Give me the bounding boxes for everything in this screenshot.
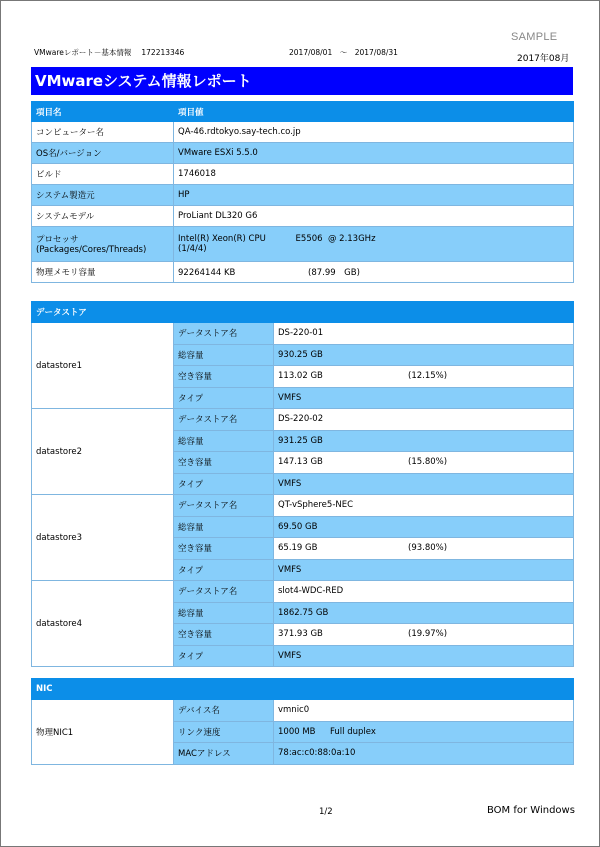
- field-value: DS-220-01: [274, 323, 574, 345]
- processor-value-sub: (1/4/4): [178, 244, 207, 254]
- table-row: [32, 409, 574, 431]
- field-label: MACアドレス: [174, 743, 274, 765]
- row-label: ビルド: [32, 164, 174, 185]
- datastore-table: [31, 301, 574, 667]
- field-value: QT-vSphere5-NEC: [274, 495, 574, 517]
- report-month: 2017年08月: [517, 54, 570, 64]
- field-label: タイプ: [174, 473, 274, 495]
- free-value: 147.13 GB: [278, 457, 323, 468]
- field-value: [274, 721, 574, 743]
- free-percent: (12.15%): [408, 371, 448, 382]
- product-name: BOM for Windows: [487, 805, 575, 816]
- table-row: [32, 227, 574, 262]
- table-row: [32, 185, 574, 206]
- datastore-id: datastore2: [32, 409, 174, 495]
- free-percent: (19.97%): [408, 629, 448, 640]
- field-label: タイプ: [174, 559, 274, 581]
- field-value: slot4-WDC-RED: [274, 581, 574, 603]
- table-row: [32, 262, 574, 283]
- field-value: vmnic0: [274, 700, 574, 722]
- field-value: VMFS: [274, 559, 574, 581]
- system-table-header: [32, 102, 574, 122]
- table-row: [32, 122, 574, 143]
- field-label: 空き容量: [174, 366, 274, 388]
- row-value: [174, 262, 574, 283]
- col-header-value: 項目値: [174, 102, 574, 122]
- field-value: [274, 452, 574, 474]
- page-number: 1/2: [319, 807, 333, 817]
- field-value: DS-220-02: [274, 409, 574, 431]
- row-label: コンピューター名: [32, 122, 174, 143]
- datastore-section-header: [32, 302, 574, 323]
- field-label: タイプ: [174, 645, 274, 667]
- sample-watermark: SAMPLE: [511, 31, 558, 43]
- processor-label-sub: (Packages/Cores/Threads): [36, 245, 147, 255]
- table-row: [32, 495, 574, 517]
- field-label: データストア名: [174, 495, 274, 517]
- row-label: OS名/バージョン: [32, 143, 174, 164]
- table-row: [32, 206, 574, 227]
- field-label: 空き容量: [174, 538, 274, 560]
- nic-id: 物理NIC1: [32, 700, 174, 765]
- row-label: システムモデル: [32, 206, 174, 227]
- field-label: データストア名: [174, 581, 274, 603]
- field-value: 69.50 GB: [274, 516, 574, 538]
- field-label: リンク速度: [174, 721, 274, 743]
- field-label: 総容量: [174, 516, 274, 538]
- datastore-id: datastore3: [32, 495, 174, 581]
- free-value: 65.19 GB: [278, 543, 318, 554]
- field-label: 空き容量: [174, 624, 274, 646]
- field-value: 930.25 GB: [274, 344, 574, 366]
- free-value: 371.93 GB: [278, 629, 323, 640]
- field-value: VMFS: [274, 473, 574, 495]
- field-label: データストア名: [174, 323, 274, 345]
- report-header-left: [34, 47, 194, 58]
- field-label: デバイス名: [174, 700, 274, 722]
- report-name: VMwareレポート－基本情報: [34, 48, 132, 57]
- memory-value: 92264144 KB: [178, 268, 236, 278]
- table-row: [32, 143, 574, 164]
- report-title: VMwareシステム情報レポート: [31, 67, 573, 95]
- row-value: 1746018: [174, 164, 574, 185]
- row-value: [174, 227, 574, 262]
- report-id: 172213346: [141, 48, 185, 57]
- section-title: データストア: [32, 302, 574, 323]
- field-value: VMFS: [274, 645, 574, 667]
- col-header-name: 項目名: [32, 102, 174, 122]
- field-label: データストア名: [174, 409, 274, 431]
- table-row: [32, 164, 574, 185]
- row-value: VMware ESXi 5.5.0: [174, 143, 574, 164]
- row-value: ProLiant DL320 G6: [174, 206, 574, 227]
- field-label: タイプ: [174, 387, 274, 409]
- row-label: 物理メモリ容量: [32, 262, 174, 283]
- processor-value: Intel(R) Xeon(R) CPU E5506 @ 2.13GHz: [178, 234, 376, 244]
- duplex-mode: Full duplex: [330, 726, 376, 737]
- field-label: 総容量: [174, 602, 274, 624]
- field-label: 総容量: [174, 344, 274, 366]
- field-label: 総容量: [174, 430, 274, 452]
- processor-label: プロセッサ: [36, 235, 79, 245]
- report-period: 2017/08/01 ～ 2017/08/31: [289, 48, 398, 57]
- free-percent: (93.80%): [408, 543, 448, 554]
- table-row: [32, 581, 574, 603]
- free-value: 113.02 GB: [278, 371, 323, 382]
- system-info-table: [31, 101, 574, 283]
- row-value: QA-46.rdtokyo.say-tech.co.jp: [174, 122, 574, 143]
- datastore-id: datastore4: [32, 581, 174, 667]
- row-value: HP: [174, 185, 574, 206]
- memory-gb: (87.99 GB): [308, 268, 360, 278]
- field-value: 931.25 GB: [274, 430, 574, 452]
- field-label: 空き容量: [174, 452, 274, 474]
- row-label: システム製造元: [32, 185, 174, 206]
- link-speed: 1000 MB: [278, 726, 316, 737]
- field-value: [274, 538, 574, 560]
- nic-table: [31, 678, 574, 765]
- field-value: [274, 366, 574, 388]
- field-value: VMFS: [274, 387, 574, 409]
- field-value: [274, 624, 574, 646]
- section-title: NIC: [32, 679, 574, 700]
- field-value: 1862.75 GB: [274, 602, 574, 624]
- field-value: 78:ac:c0:88:0a:10: [274, 743, 574, 765]
- table-row: [32, 323, 574, 345]
- datastore-id: datastore1: [32, 323, 174, 409]
- free-percent: (15.80%): [408, 457, 448, 468]
- row-label: [32, 227, 174, 262]
- table-row: [32, 700, 574, 722]
- nic-section-header: [32, 679, 574, 700]
